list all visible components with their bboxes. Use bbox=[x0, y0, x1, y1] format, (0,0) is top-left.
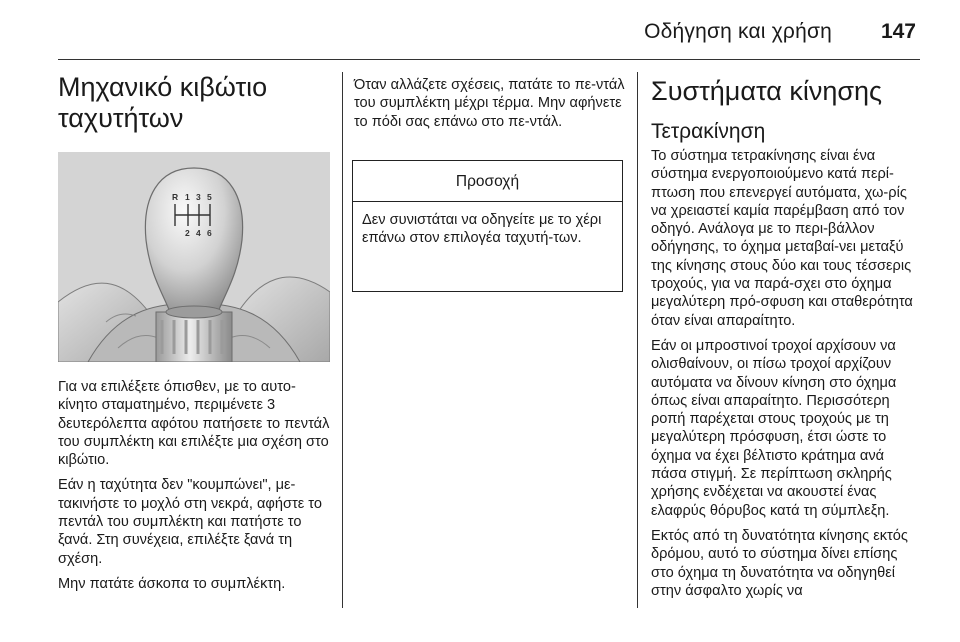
page-number: 147 bbox=[880, 20, 916, 43]
paragraph-reverse-gear: Για να επιλέξετε όπισθεν, με το αυτο-κίνητο σταματημένο, περιμένετε 3 δευτερόλεπτα αφότου πατήσετε το πεντάλ του συμπλέκτη και επιλέξτε μια σχέση στο κιβώτιο. bbox=[58, 379, 330, 469]
gear-label-5: 5 bbox=[207, 192, 212, 202]
subsection-title-4wd: Τετρακίνηση bbox=[651, 120, 766, 143]
paragraph-clutch-pedal: Όταν αλλάζετε σχέσεις, πατάτε το πε-ντάλ του συμπλέκτη μέχρι τέρμα. Μην αφήνετε το πόδι σας επάνω στο πε-ντάλ. bbox=[354, 77, 625, 130]
paragraph-gear-not-engaging: Εάν η ταχύτητα δεν "κουμπώνει", με-τακινήστε το μοχλό στη νεκρά, αφήστε το πεντάλ του συμπλέκτη και πατήστε το ξανά. Στη συνέχεια, επιλέξτε ξανά τη σχέση. bbox=[58, 477, 322, 567]
section-title-drive-systems: Συστήματα κίνησης bbox=[651, 76, 883, 106]
caution-box bbox=[352, 160, 623, 292]
paragraph-4wd-system: Το σύστημα τετρακίνησης είναι ένα σύστημα ενεργοποιούμενο κατά περί-πτωση που επενεργεί αυτόματα, χω-ρίς να χρειαστεί καμία παρέμβαση από τον οδηγό. Ανάλογα με το περι-βάλλον οδήγησης, το όχημα μεταβαί-νει μεταξύ της κίνησης στους δύο και τους τέσσερις τροχούς, για να παρά-σχει στο όχημα μεγαλύτερη πρό-σφυση και σταθερότητα όταν είναι απαραίτητο. bbox=[651, 148, 913, 329]
gear-label-4: 4 bbox=[196, 228, 201, 238]
header-rule bbox=[58, 59, 920, 60]
gear-label-2: 2 bbox=[185, 228, 190, 238]
paragraph-offroad: Εκτός από τη δυνατότητα κίνησης εκτός δρόμου, αυτό το σύστημα δίνει επίσης στο όχημα τη δυνατότητα να οδηγηθεί στην άσφαλτο χωρίς να bbox=[651, 527, 908, 599]
paragraph-wheel-slip: Εάν οι μπροστινοί τροχοί αρχίσουν να ολισθαίνουν, οι πίσω τροχοί αρχίζουν αυτόματα να δίνουν κίνηση στο όχημα όπως είναι απαραίτητο. Περισσότερη ροπή παρέχεται στους τροχούς με τη μεγαλύτερη πρόσφυση, έτσι ώστε το όχημα να έχει βέλτιστο κράτημα ανά πάσα στιγμή. Σε περίπτωση σκληρής χρήσης ενδέχεται να ακουστεί ένας ελαφρύς θόρυβος κατά τη σύμπλεξη. bbox=[651, 337, 897, 519]
caution-heading: Προσοχή bbox=[353, 161, 622, 202]
gear-label-6: 6 bbox=[207, 228, 212, 238]
section-title-line-1: Μηχανικό κιβώτιο bbox=[58, 72, 268, 102]
caution-text: Δεν συνιστάται να οδηγείτε με το χέρι επάνω στον επιλογέα ταχυτή-των. bbox=[362, 212, 602, 247]
gear-label-r: R bbox=[172, 192, 179, 202]
gear-label-3: 3 bbox=[196, 192, 201, 202]
section-title-manual-gearbox bbox=[58, 72, 332, 134]
column-2-body bbox=[354, 76, 626, 138]
gear-label-1: 1 bbox=[185, 192, 190, 202]
column-drive-systems bbox=[651, 76, 923, 607]
gear-lever-photo bbox=[58, 152, 330, 362]
column-divider-2 bbox=[637, 72, 638, 608]
page-header bbox=[0, 0, 960, 60]
section-title-line-2: ταχυτήτων bbox=[58, 103, 184, 133]
paragraph-clutch-warning: Μην πατάτε άσκοπα το συμπλέκτη. bbox=[58, 575, 286, 592]
column-manual-gearbox bbox=[58, 72, 332, 134]
column-divider-1 bbox=[342, 72, 343, 608]
column-1-body bbox=[58, 378, 334, 600]
running-header-title: Οδήγηση και χρήση bbox=[644, 20, 832, 43]
gear-knob-illustration bbox=[58, 152, 330, 362]
